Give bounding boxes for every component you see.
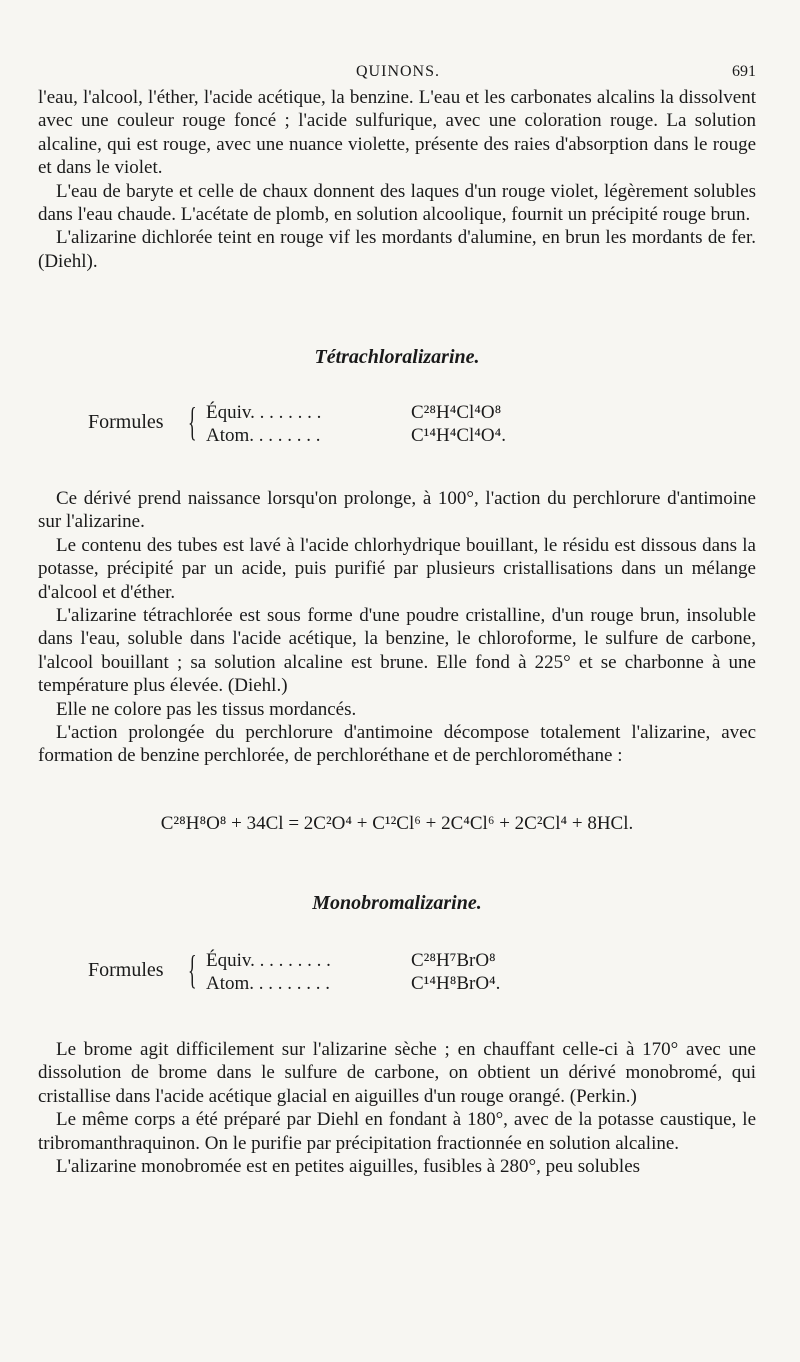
paragraph: Ce dérivé prend naissance lorsqu'on prolonge, à 100°, l'action du perchlorure d'antimoine sur l'alizarine. xyxy=(38,488,756,533)
formula-value: C²⁸H⁴Cl⁴O⁸ xyxy=(411,402,502,423)
brace-glyph: { xyxy=(188,947,197,992)
chemical-equation: C²⁸H⁸O⁸ + 34Cl = 2C²O⁴ + C¹²Cl⁶ + 2C⁴Cl⁶ + 2C²Cl⁴ + 8HCl. xyxy=(160,813,634,834)
intro-text xyxy=(38,86,756,273)
monobromalizarine-text xyxy=(38,1038,756,1178)
formulas-label: Formules xyxy=(88,411,164,433)
formula-value: C¹⁴H⁴Cl⁴O⁴. xyxy=(411,425,507,446)
formulas-monobromalizarine xyxy=(88,946,588,996)
paragraph: L'alizarine tétrachlorée est sous forme d'une poudre cristalline, d'un rouge brun, insoluble dans l'eau, soluble dans l'acide acétique, la benzine, le chloroforme, le sulfure de carbone, l'alcool bouillant ; sa solution alcaline est brune. Elle fond à 225° et se charbonne à une température plus élevée. (Diehl.) xyxy=(38,605,756,697)
formula-key: Atom. . . . . . . . xyxy=(206,425,321,446)
paragraph: L'action prolongée du perchlorure d'antimoine décompose totalement l'alizarine, avec formation de benzine perchlorée, de perchloréthane et de perchlorométhane : xyxy=(38,722,756,767)
running-head: QUINONS. xyxy=(356,63,440,80)
paragraph: L'alizarine dichlorée teint en rouge vif les mordants d'alumine, en brun les mordants de fer. (Diehl). xyxy=(38,227,756,272)
formula-key: Équiv. . . . . . . . . xyxy=(206,950,331,971)
tetrachloralizarine-text xyxy=(38,487,756,768)
paragraph: Le contenu des tubes est lavé à l'acide chlorhydrique bouillant, le résidu est dissous dans la potasse, précipité par un acide, puis purifié par plusieurs cristallisations dans un mélange d'alcool et d'éther. xyxy=(38,534,756,603)
formula-row-equiv xyxy=(206,949,496,971)
page-header xyxy=(40,60,756,82)
paragraph: Elle ne colore pas les tissus mordancés. xyxy=(56,698,357,720)
formula-row-atom xyxy=(206,972,500,994)
paragraph: l'eau, l'alcool, l'éther, l'acide acétique, la benzine. L'eau et les carbonates alcalins la dissolvent avec une couleur rouge foncé ; l'acide sulfurique, avec une coloration rouge. La solution alcaline, qui est rouge, avec une nuance violette, présente des raies d'absorption dans le rouge et dans le violet. xyxy=(38,87,756,179)
formula-row-atom xyxy=(206,424,506,446)
formula-row-equiv xyxy=(206,401,501,423)
page-number: 691 xyxy=(732,63,756,80)
section-title-monobromalizarine: Monobromalizarine. xyxy=(312,892,482,914)
formula-key: Atom. . . . . . . . . xyxy=(206,973,331,994)
formula-key: Équiv. . . . . . . . xyxy=(206,402,322,423)
formula-value: C¹⁴H⁸BrO⁴. xyxy=(411,973,501,994)
formulas-label: Formules xyxy=(88,959,164,981)
paragraph: Le brome agit difficilement sur l'alizarine sèche ; en chauffant celle-ci à 170° avec une dissolution de brome dans le sulfure de carbone, on obtient un dérivé monobromé, qui cristallise dans l'acide acétique glacial en aiguilles d'un rouge orangé. (Perkin.) xyxy=(38,1039,756,1107)
paragraph: L'eau de baryte et celle de chaux donnent des laques d'un rouge violet, légèrement solubles dans l'eau chaude. L'acétate de plomb, en solution alcoolique, fournit un précipité rouge brun. xyxy=(38,180,756,226)
formulas-tetrachloralizarine xyxy=(88,398,588,448)
brace-glyph: { xyxy=(188,399,197,444)
paragraph: Le même corps a été préparé par Diehl en fondant à 180°, avec de la potasse caustique, le tribromanthraquinon. On le purifie par précipitation fractionnée en solution alcaline. xyxy=(38,1109,756,1154)
section-title-tetrachloralizarine: Tétrachloralizarine. xyxy=(314,346,480,368)
formula-value: C²⁸H⁷BrO⁸ xyxy=(411,950,496,971)
paragraph: L'alizarine monobromée est en petites aiguilles, fusibles à 280°, peu solubles xyxy=(56,1156,641,1178)
